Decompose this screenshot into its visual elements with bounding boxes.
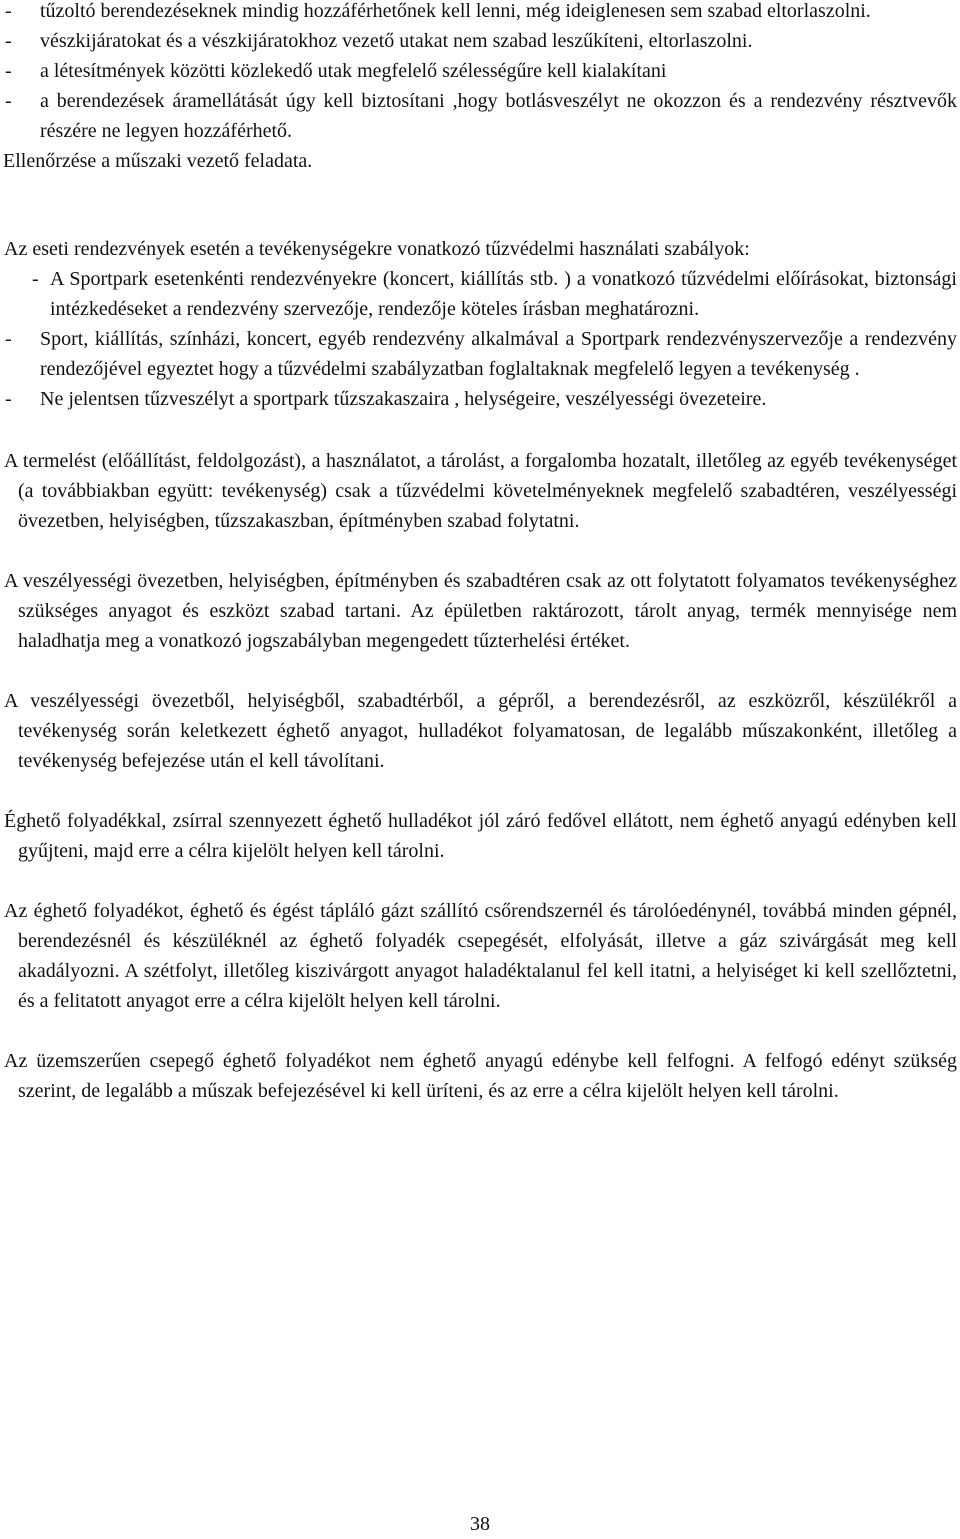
paragraph: A veszélyességi övezetből, helyiségből, szabadtérből, a gépről, a berendezésről, az eszközről, készülékről a tevékenység során keletkezett éghető anyagot, hulladékot folyamatosan, de legalább műszakonként, illetőleg a tevékenység befejezése után el kell távolítani. xyxy=(4,690,957,772)
responsibility-note: Ellenőrzése a műszaki vezető feladata. xyxy=(3,150,313,172)
paragraph: Az üzemszerűen csepegő éghető folyadékot nem éghető anyagú edénybe kell felfogni. A felfogó edényt szükség szerint, de legalább a műszak befejezésével ki kell üríteni, és az erre a célra kijelölt helyen kell tárolni. xyxy=(4,1050,957,1102)
list-item: - tűzoltó berendezéseknek mindig hozzáférhetőnek kell lenni, még ideiglenesen sem szabad eltorlaszolni. xyxy=(3,0,957,26)
events-bullet-list-2 xyxy=(3,324,957,414)
list-item: - a berendezések áramellátását úgy kell biztosítani ,hogy botlásveszélyt ne okozzon és a rendezvény résztvevők részére ne legyen hozzáférhető. xyxy=(3,86,957,146)
spacer xyxy=(3,1016,957,1046)
list-item: - Ne jelentsen tűzveszélyt a sportpark tűzszakaszaira , helységeire, veszélyességi övezeteire. xyxy=(3,384,957,414)
spacer xyxy=(3,776,957,806)
list-item: - A Sportpark esetenkénti rendezvényekre (koncert, kiállítás stb. ) a vonatkozó tűzvédelmi előírásokat, biztonsági intézkedéseket a rendezvény szervezője, rendezője köteles írásban meghatározni. xyxy=(3,264,957,324)
paragraph: A veszélyességi övezetben, helyiségben, építményben és szabadtéren csak az ott folytatott folyamatos tevékenységhez szükséges anyagot és eszközt szabad tartani. Az épületben raktározott, tárolt anyag, termék mennyisége nem haladhatja meg a vonatkozó jogszabályban megengedett tűzterhelési értéket. xyxy=(4,570,957,652)
spacer xyxy=(3,866,957,896)
list-item: - Sport, kiállítás, színházi, koncert, egyéb rendezvény alkalmával a Sportpark rendezvényszervezője a rendezvény rendezőjével egyeztet hogy a tűzvédelmi szabályzatban foglaltaknak megfelelő legyen a tevékenység . xyxy=(3,324,957,384)
spacer xyxy=(3,414,957,446)
paragraph: A termelést (előállítást, feldolgozást), a használatot, a tárolást, a forgalomba hozatalt, illetőleg az egyéb tevékenységet (a továbbiakban együtt: tevékenység) csak a tűzvédelmi követelményeknek megfelelő szabadtéren, veszélyességi övezetben, helyiségben, tűzszakaszban, építményben szabad folytatni. xyxy=(4,450,957,532)
paragraph: Az éghető folyadékot, éghető és égést tápláló gázt szállító csőrendszernél és tárolóedénynél, továbbá minden gépnél, berendezésnél és készüléknél az éghető folyadék csepegését, elfolyását, illetve a gáz szivárgását meg kell akadályozni. A szétfolyt, illetőleg kiszivárgott anyagot haladéktalanul fel kell itatni, a helyiséget ki kell szellőztetni, és a felitatott anyagot erre a célra kijelölt helyen kell tárolni. xyxy=(4,900,957,1012)
list-item: - a létesítmények közötti közlekedő utak megfelelő szélességűre kell kialakítani xyxy=(3,56,957,86)
list-item: - vészkijáratokat és a vészkijáratokhoz vezető utakat nem szabad leszűkíteni, eltorlaszolni. xyxy=(3,26,957,56)
page-number: 38 xyxy=(470,1513,490,1535)
events-bullet-list xyxy=(3,264,957,324)
spacer xyxy=(3,176,957,234)
events-intro: Az eseti rendezvények esetén a tevékenységekre vonatkozó tűzvédelmi használati szabályok: xyxy=(4,238,750,260)
spacer xyxy=(3,656,957,686)
paragraph: Éghető folyadékkal, zsírral szennyezett éghető hulladékot jól záró fedővel ellátott, nem éghető anyagú edényben kell gyűjteni, majd erre a célra kijelölt helyen kell tárolni. xyxy=(4,810,957,862)
top-bullet-list xyxy=(3,0,957,146)
spacer xyxy=(3,536,957,566)
